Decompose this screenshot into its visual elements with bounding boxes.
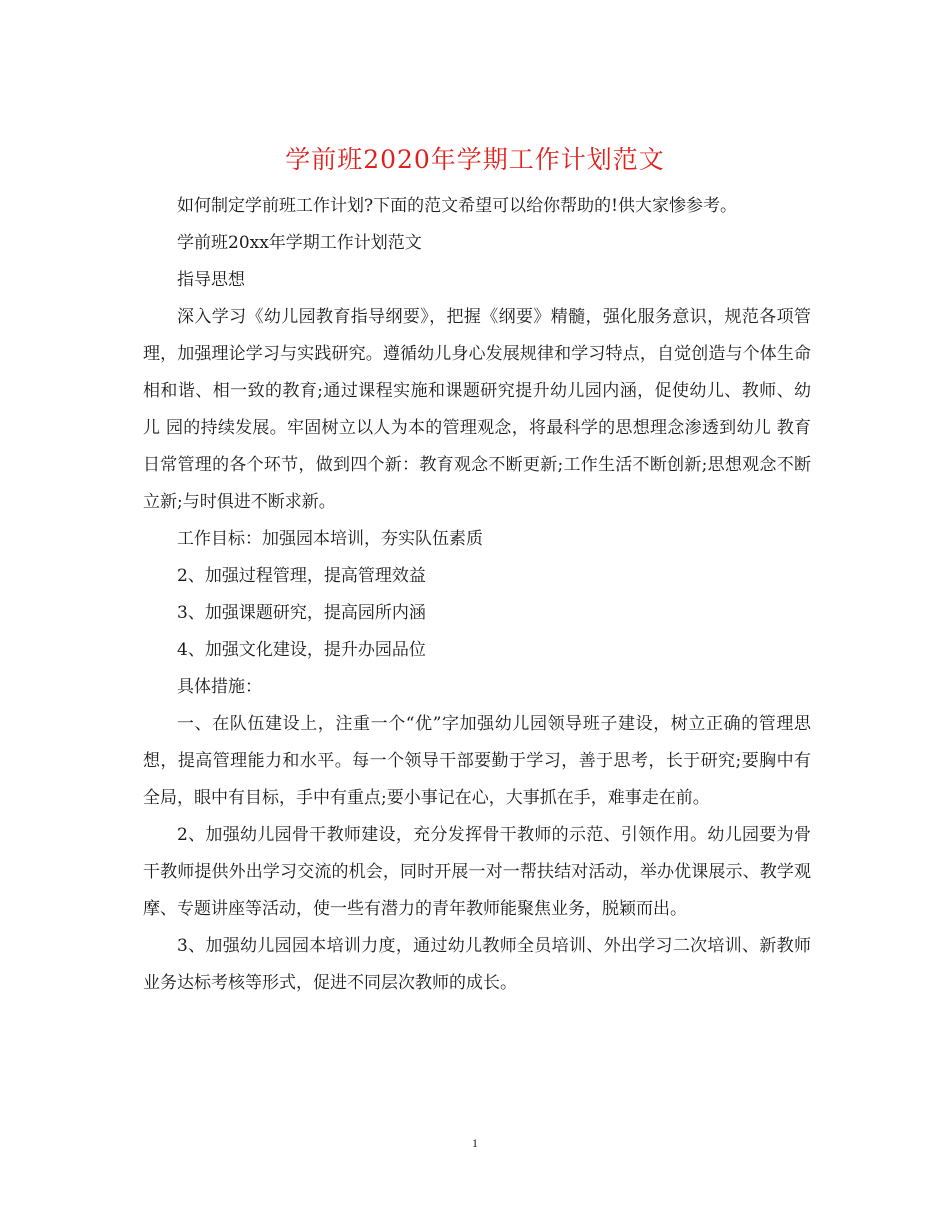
goal-item-3: 3、加强课题研究，提高园所内涵 (177, 603, 426, 623)
measure-paragraph-2: 2、加强幼儿园骨干教师建设，充分发挥骨干教师的示范、引领作用。幼儿园要为骨干教师提供外出学习交流的机会，同时开展一对一帮扶结对活动，举办优课展示、教学观摩、专题讲座等活动，使一些有潜力的青年教师能聚焦业务，脱颖而出。 (143, 825, 811, 919)
goal-item-4: 4、加强文化建设，提升办园品位 (177, 640, 426, 660)
heading-guiding-thought: 指导思想 (177, 270, 245, 290)
goal-item-1: 工作目标：加强园本培训，夯实队伍素质 (177, 529, 483, 549)
goal-item-2: 2、加强过程管理，提高管理效益 (177, 566, 426, 586)
heading-measures: 具体措施： (177, 677, 262, 697)
paragraph-guiding-thought: 深入学习《幼儿园教育指导纲要》，把握《纲要》精髓，强化服务意识，规范各项管理，加强理论学习与实践研究。遵循幼儿身心发展规律和学习特点，自觉创造与个体生命相和谐、相一致的教育;通过课程实施和课题研究提升幼儿园内涵，促使幼儿、教师、幼儿 园的持续发展。牢固树立以人为本的管理观念，将最科学的思想理念渗透到幼儿 教育日常管理的各个环节，做到四个新：教育观念不断更新;工作生活不断创新;思想观念不断立新;与时俱进不断求新。 (143, 307, 811, 512)
document-body (143, 188, 811, 1002)
paragraph-subtitle: 学前班20xx年学期工作计划范文 (177, 233, 422, 253)
measure-paragraph-1: 一、在队伍建设上，注重一个“优”字加强幼儿园领导班子建设，树立正确的管理思想，提高管理能力和水平。每一个领导干部要勤于学习，善于思考，长于研究;要胸中有全局，眼中有目标，手中有重点;要小事记在心，大事抓在手，难事走在前。 (143, 714, 811, 808)
document-title: 学前班2020年学期工作计划范文 (285, 145, 665, 174)
measure-paragraph-3: 3、加强幼儿园园本培训力度，通过幼儿教师全员培训、外出学习二次培训、新教师业务达标考核等形式，促进不同层次教师的成长。 (143, 936, 811, 993)
page-number: 1 (472, 1136, 478, 1150)
paragraph-intro: 如何制定学前班工作计划?下面的范文希望可以给你帮助的!供大家惨参考。 (177, 196, 737, 216)
